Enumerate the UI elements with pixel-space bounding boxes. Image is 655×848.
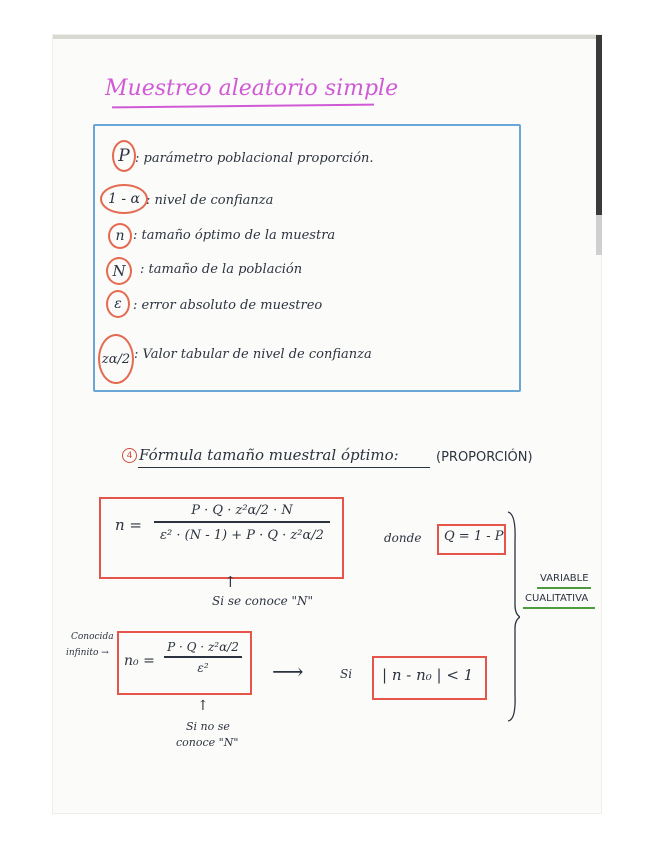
definition-symbol: n xyxy=(108,223,132,249)
definition-symbol: ε xyxy=(106,290,130,318)
definition-text: : tamaño óptimo de la muestra xyxy=(133,228,336,243)
definition-symbol: zα/2 xyxy=(98,334,134,384)
formula-unknown-N-numerator: P · Q · z²α/2 xyxy=(167,640,239,654)
where-expression: Q = 1 - P xyxy=(444,529,504,544)
formula-known-N-numerator: P · Q · z²α/2 · N xyxy=(191,503,293,518)
formula-unknown-N-lhs: n₀ = xyxy=(124,653,155,669)
variable-label-underline2 xyxy=(523,607,595,609)
definition-text: : parámetro poblacional proporción. xyxy=(135,151,374,166)
variable-label-underline1 xyxy=(537,587,591,589)
definition-text: : error absoluto de muestreo xyxy=(133,298,323,313)
formula-known-N-note: Si se conoce "N" xyxy=(212,594,314,608)
formula-unknown-N-fraction xyxy=(163,640,243,675)
condition-expression: | n - n₀ | < 1 xyxy=(382,666,474,684)
scan-edge-top xyxy=(53,35,601,39)
section-bullet: 4 xyxy=(122,448,137,463)
section-heading-text: Fórmula tamaño muestral óptimo: xyxy=(139,446,399,464)
variable-label-line1: VARIABLE xyxy=(540,573,589,584)
variable-label-line2: CUALITATIVA xyxy=(525,593,589,604)
page-title: Muestreo aleatorio simple xyxy=(105,76,399,101)
formula-unknown-N-note-line2: conoce "N" xyxy=(176,736,239,749)
definition-text: : Valor tabular de nivel de confianza xyxy=(134,347,372,362)
definition-text: : tamaño de la población xyxy=(140,262,303,277)
formula-known-N-fraction xyxy=(150,503,334,543)
where-label: donde xyxy=(384,531,422,545)
up-arrow: ↑ xyxy=(197,698,209,714)
formula-known-N-denominator: ε² · (N - 1) + P · Q · z²α/2 xyxy=(160,527,324,543)
section-heading-underline xyxy=(138,467,430,468)
definition-symbol: N xyxy=(106,257,132,285)
up-arrow: ↑ xyxy=(224,573,237,591)
scan-edge-right-lower xyxy=(596,215,602,255)
definition-text: : nivel de confianza xyxy=(146,193,274,208)
section-kind: (PROPORCIÓN) xyxy=(436,450,533,465)
definition-symbol: 1 - α xyxy=(100,184,148,214)
definition-symbol: P xyxy=(112,140,136,172)
section-heading xyxy=(139,446,399,464)
formula-known-N-lhs: n = xyxy=(115,516,142,534)
formula-unknown-N-denominator: ε² xyxy=(197,660,209,675)
condition-si: Si xyxy=(340,667,353,681)
formula-unknown-N-note-line1: Si no se xyxy=(186,720,230,733)
right-arrow: ⟶ xyxy=(272,660,304,685)
right-brace xyxy=(506,510,520,723)
scan-edge-right xyxy=(596,35,602,215)
side-note-line2: infinito → xyxy=(66,648,109,658)
side-note-line1: Conocida xyxy=(71,632,114,642)
